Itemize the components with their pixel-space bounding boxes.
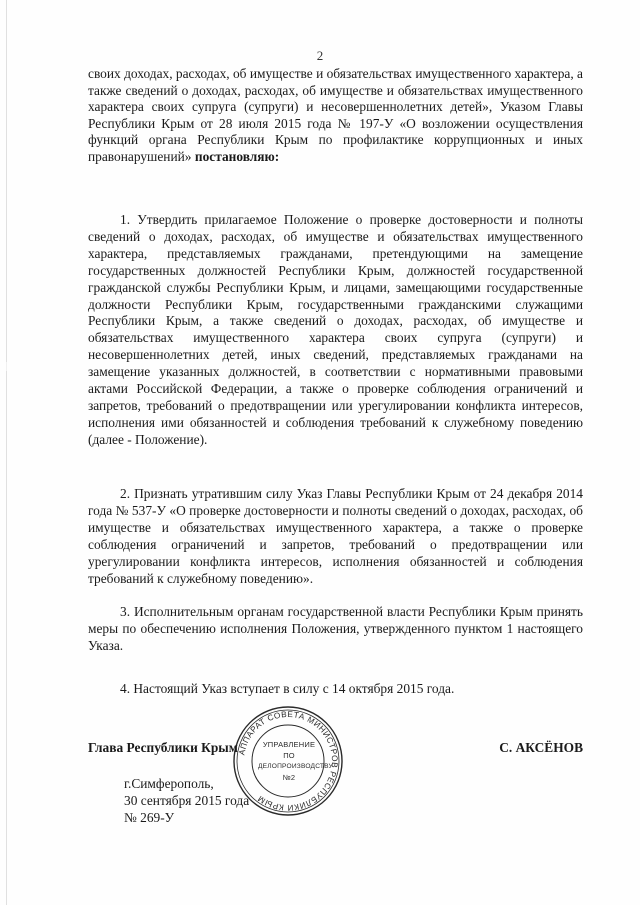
stamp-ring-text: АППАРАТ СОВЕТА МИНИСТРОВ РЕСПУБЛИКИ КРЫМ <box>237 709 340 813</box>
paragraph-3: 3. Исполнительным органам государственной власти Республики Крым принять меры по обеспечению исполнения Положения, утвержденного пунктом 1 настоящего Указа. <box>88 604 583 653</box>
page-number: 2 <box>316 48 324 63</box>
continuation-text: своих доходах, расходах, об имуществе и обязательствах имущественного характера, а также сведений о доходах, расходах, об имуществе и обязательствах имущественного характера своих супруга (супруги) и несовершеннолетних детей», Указом Главы Республики Крым от 28 июля 2015 года № 197-У «О возложении осуществления функций органа Республики Крым по профилактике коррупционных и иных правонарушений» <box>88 66 583 164</box>
scan-edge-line <box>6 0 7 905</box>
stamp-inner-text <box>258 739 333 783</box>
signatory-name: С. АКСЁНОВ <box>499 740 583 755</box>
decree-word: постановляю: <box>194 148 280 164</box>
paragraph-1: 1. Утвердить прилагаемое Положение о проверке достоверности и полноты сведений о доходах, расходах, об имуществе и обязательствах имущественного характера, представляемых гражданами, претендующими на замещение государственных должностей Республики Крым, должностей государственной гражданской службы Республики Крым, и лицами, замещающими государственные должности Республики Крым, государственными гражданскими служащими Республики Крым, а также сведений о доходах, расходах, об имуществе и обязательствах имущественного характера своих супруга (супруги) и несовершеннолетних детей, иных сведений, представляемых гражданами на замещение указанных должностей, в соответствии с нормативными правовыми актами Российской Федерации, а также о проверке соблюдения ограничений и запретов, требований о предотвращении или урегулировании конфликта интересов, исполнения ими обязанностей и соблюдения требований к служебному поведению (далее - Положение). <box>88 212 583 447</box>
document-meta <box>124 775 249 826</box>
meta-number: № 269-У <box>124 810 175 825</box>
paragraph-2: 2. Признать утратившим силу Указ Главы Республики Крым от 24 декабря 2014 года № 537-У «О проверке достоверности и полноты сведений о доходах, расходах, об имуществе и обязательствах имущественного характера, а также о проверке соблюдения ограничений и запретов, требований о предотвращении или урегулировании конфликта интересов, исполнения обязанностей и соблюдения требований к служебному поведению». <box>88 486 583 586</box>
meta-city: г.Симферополь, <box>124 776 214 791</box>
continuation-paragraph <box>88 66 583 165</box>
stamp-line-3: ДЕЛОПРОИЗВОДСТВУ <box>258 763 333 770</box>
paragraph-4: 4. Настоящий Указ вступает в силу с 14 октября 2015 года. <box>120 681 455 696</box>
stamp-line-1: УПРАВЛЕНИЕ <box>262 740 316 749</box>
stamp-line-2: ПО <box>283 751 295 760</box>
stamp-line-4: №2 <box>282 773 296 782</box>
meta-date: 30 сентября 2015 года <box>124 793 250 808</box>
signatory-title: Глава Республики Крым <box>88 740 238 755</box>
